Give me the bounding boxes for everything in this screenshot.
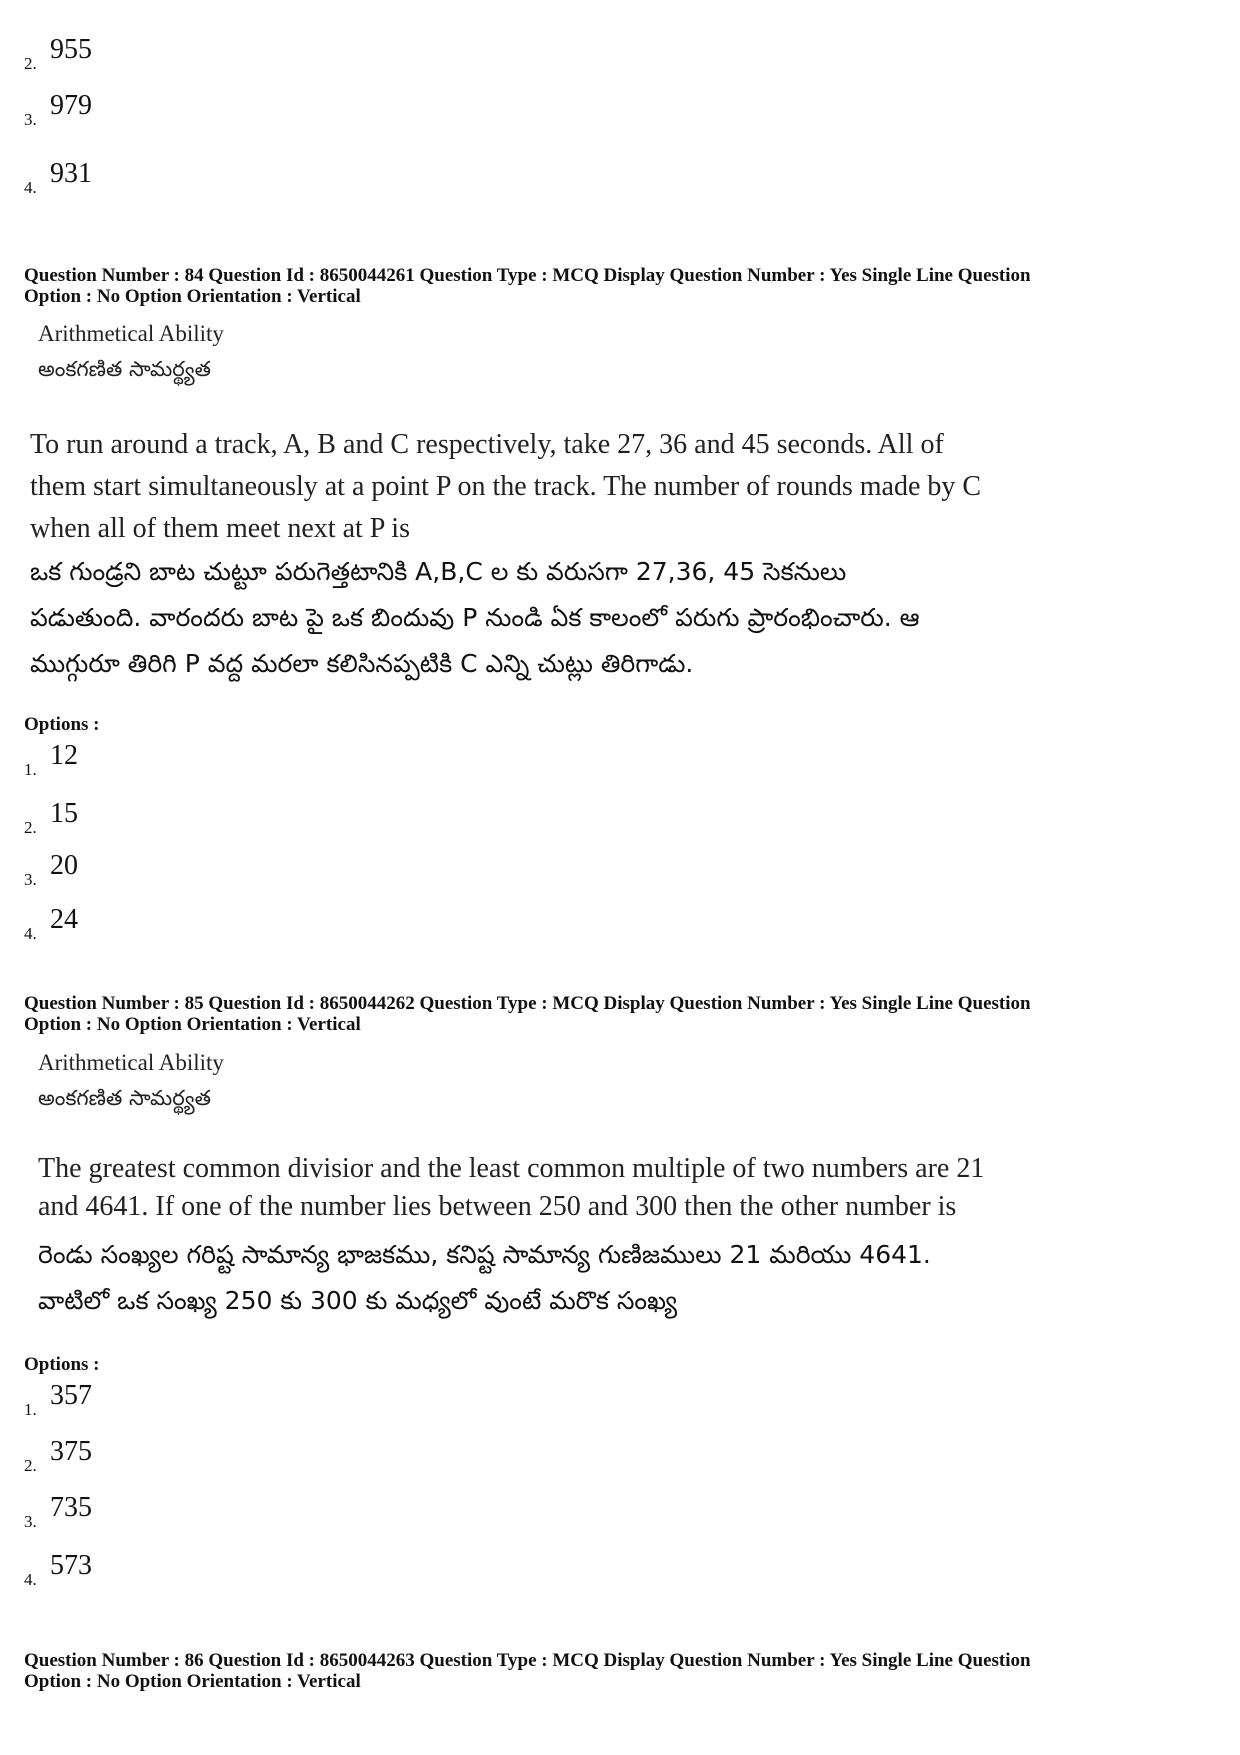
option-number: 4.: [24, 1570, 37, 1589]
question-text-line: పడుతుంది. వారందరు బాట పై ఒక బిందువు P నుండి ఏక కాలంలో పరుగు ప్రారంభించారు. ఆ: [30, 603, 920, 632]
option-value: 24: [50, 904, 78, 935]
option-value: 20: [50, 850, 78, 881]
option-item[interactable]: [24, 158, 224, 198]
question-meta-line2: Option : No Option Orientation : Vertical: [24, 1671, 361, 1692]
option-number: 1.: [24, 1400, 37, 1419]
question-text-english: [38, 1150, 984, 1226]
option-item[interactable]: [24, 740, 224, 780]
option-item[interactable]: [24, 90, 224, 130]
subject-telugu: అంకగణిత సామర్థ్యత: [38, 1086, 211, 1110]
options-label: Options :: [24, 714, 100, 735]
option-value: 375: [50, 1436, 92, 1467]
question-meta: [24, 265, 1224, 307]
option-number: 2.: [24, 54, 37, 73]
question-text-line: To run around a track, A, B and C respectively, take 27, 36 and 45 seconds. All of: [30, 429, 944, 460]
subject-english: Arithmetical Ability: [38, 321, 224, 346]
question-text-line: ముగ్గురూ తిరిగి P వద్ద మరలా కలిసినప్పటికి C ఎన్ని చుట్లు తిరిగాడు.: [30, 649, 694, 678]
option-number: 4.: [24, 178, 37, 197]
option-item[interactable]: [24, 1492, 224, 1532]
option-value: 931: [50, 158, 92, 189]
question-meta-line1: Question Number : 86 Question Id : 8650044263 Question Type : MCQ Display Question Number : Yes Single Line Question: [24, 1650, 1031, 1671]
question-meta-line1: Question Number : 84 Question Id : 8650044261 Question Type : MCQ Display Question Number : Yes Single Line Question: [24, 265, 1031, 286]
question-meta: [24, 993, 1224, 1035]
subject-english: Arithmetical Ability: [38, 1050, 224, 1075]
question-meta-line1: Question Number : 85 Question Id : 8650044262 Question Type : MCQ Display Question Number : Yes Single Line Question: [24, 993, 1031, 1014]
question-meta-line2: Option : No Option Orientation : Vertical: [24, 286, 361, 307]
question-text-telugu: [30, 549, 920, 687]
options-label: Options :: [24, 1354, 100, 1375]
option-number: 3.: [24, 110, 37, 129]
subject-telugu: అంకగణిత సామర్థ్యత: [38, 357, 211, 381]
question-meta-line2: Option : No Option Orientation : Vertical: [24, 1014, 361, 1035]
option-item[interactable]: [24, 1436, 224, 1476]
question-text-line: రెండు సంఖ్యల గరిష్ట సామాన్య భాజకము, కనిష్ట సామాన్య గుణిజములు 21 మరియు 4641.: [38, 1240, 931, 1269]
option-number: 3.: [24, 1512, 37, 1531]
option-value: 735: [50, 1492, 92, 1523]
option-value: 979: [50, 90, 92, 121]
option-value: 15: [50, 798, 78, 829]
option-value: 955: [50, 34, 92, 65]
question-meta: [24, 1650, 1224, 1692]
option-value: 12: [50, 740, 78, 771]
question-text-line: and 4641. If one of the number lies between 250 and 300 then the other number is: [38, 1191, 957, 1222]
option-number: 2.: [24, 1456, 37, 1475]
question-text-telugu: [38, 1232, 931, 1324]
option-value: 573: [50, 1550, 92, 1581]
option-value: 357: [50, 1380, 92, 1411]
question-text-line: when all of them meet next at P is: [30, 513, 410, 544]
option-item[interactable]: [24, 798, 224, 838]
option-number: 2.: [24, 818, 37, 837]
question-text-line: them start simultaneously at a point P on the track. The number of rounds made by C: [30, 471, 982, 502]
option-item[interactable]: [24, 904, 224, 944]
option-item[interactable]: [24, 34, 224, 74]
option-number: 3.: [24, 870, 37, 889]
question-text-line: ఒక గుండ్రని బాట చుట్టూ పరుగెత్తటానికి A,B,C ల కు వరుసగా 27,36, 45 సెకనులు: [30, 557, 847, 586]
question-text-line: వాటిలో ఒక సంఖ్య 250 కు 300 కు మధ్యలో వుంటే మరొక సంఖ్య: [38, 1286, 678, 1315]
option-item[interactable]: [24, 1380, 224, 1420]
option-number: 4.: [24, 924, 37, 943]
option-number: 1.: [24, 760, 37, 779]
option-item[interactable]: [24, 1550, 224, 1590]
question-text-english: [30, 424, 981, 550]
question-text-line: The greatest common divisior and the least common multiple of two numbers are 21: [38, 1153, 985, 1184]
option-item[interactable]: [24, 850, 224, 890]
